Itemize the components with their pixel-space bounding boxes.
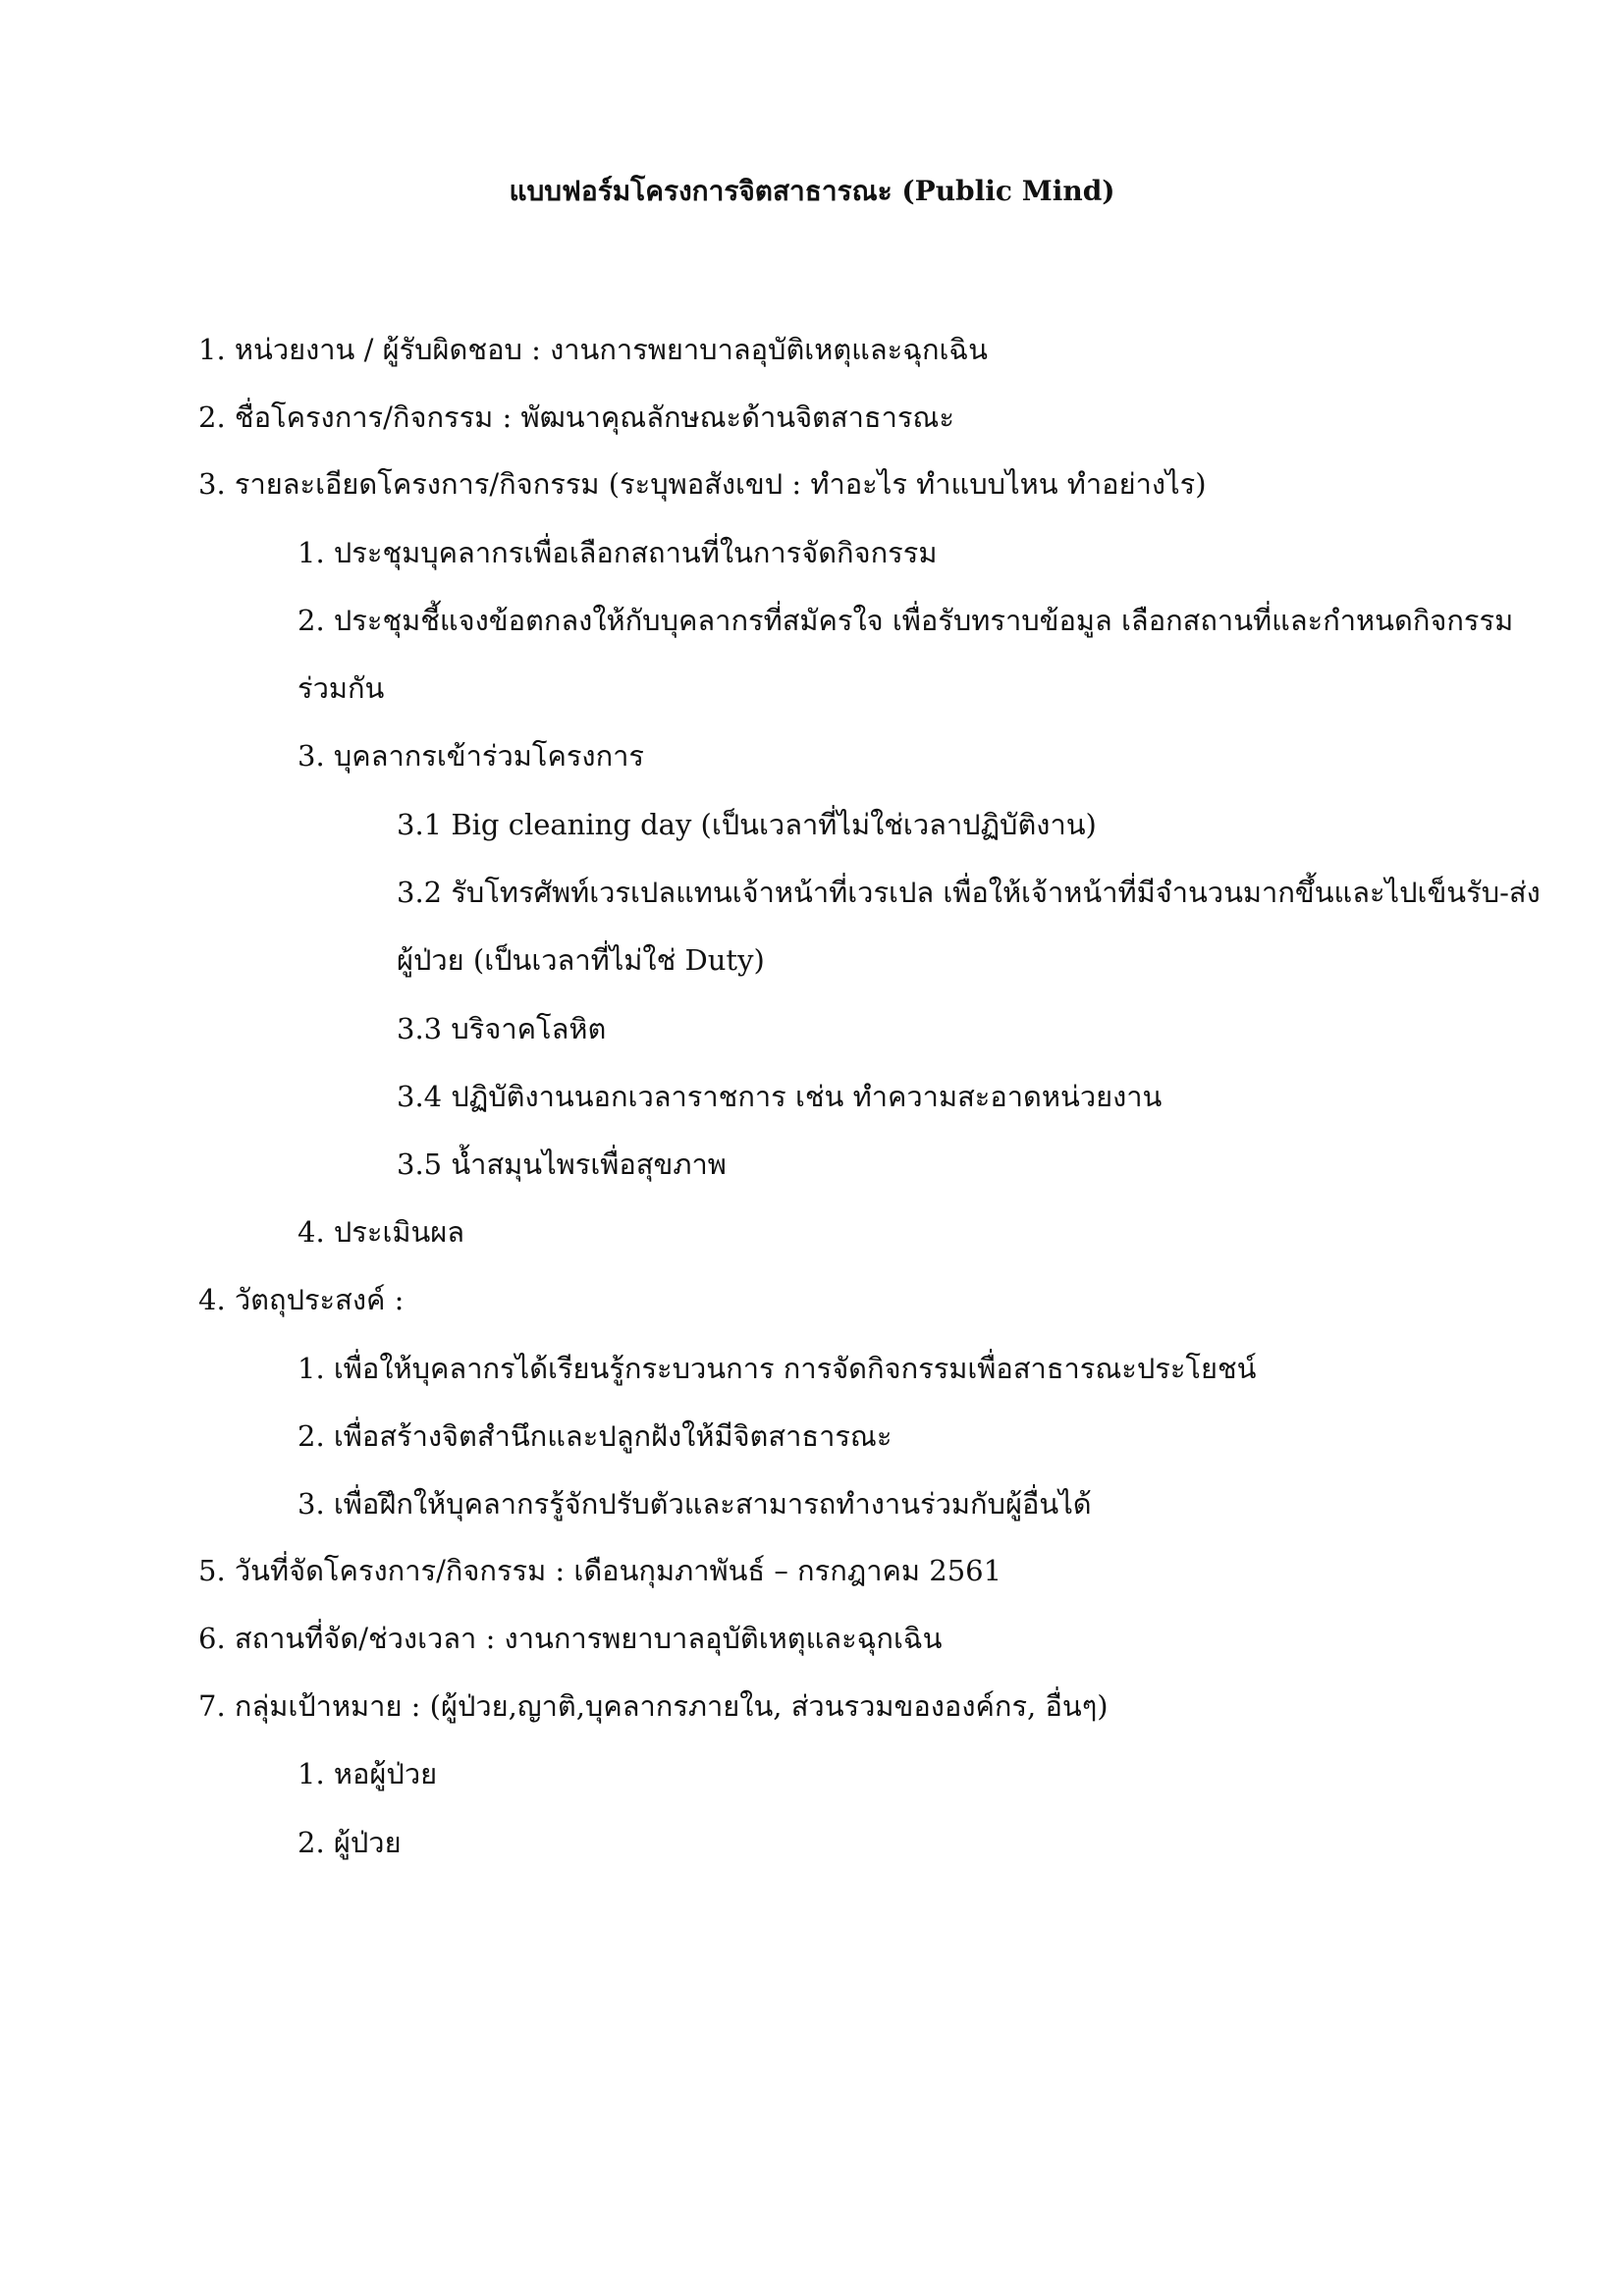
- detail-subitem-3-3: 3.3 บริจาคโลหิต: [397, 1012, 607, 1045]
- detail-subitem-3-2-continued: ผู้ป่วย (เป็นเวลาที่ไม่ใช่ Duty): [397, 943, 765, 977]
- objective-item-2: 2. เพื่อสร้างจิตสำนึกและปลูกฝังให้มีจิตสาธารณะ: [298, 1419, 893, 1453]
- document-title: แบบฟอร์มโครงการจิตสาธารณะ (Public Mind): [509, 175, 1115, 207]
- detail-item-1: 1. ประชุมบุคลากรเพื่อเลือกสถานที่ในการจัดกิจกรรม: [298, 536, 938, 569]
- detail-subitem-3-1: 3.1 Big cleaning day (เป็นเวลาที่ไม่ใช่เวลาปฏิบัติงาน): [397, 808, 1097, 841]
- detail-item-3: 3. บุคลากรเข้าร่วมโครงการ: [298, 739, 645, 773]
- detail-subitem-3-2: 3.2 รับโทรศัพท์เวรเปลแทนเจ้าหน้าที่เวรเปล เพื่อให้เจ้าหน้าที่มีจำนวนมากขึ้นและไปเข็นรับ-ส่ง: [397, 876, 1541, 909]
- objective-item-1: 1. เพื่อให้บุคลากรได้เรียนรู้กระบวนการ การจัดกิจกรรมเพื่อสาธารณะประโยชน์: [298, 1352, 1257, 1385]
- detail-subitem-3-4: 3.4 ปฏิบัติงานนอกเวลาราชการ เช่น ทำความสะอาดหน่วยงาน: [397, 1080, 1163, 1113]
- section-3-project-details: 3. รายละเอียดโครงการ/กิจกรรม (ระบุพอสังเขป : ทำอะไร ทำแบบไหน ทำอย่างไร): [198, 467, 1207, 501]
- section-2-project-name: 2. ชื่อโครงการ/กิจกรรม : พัฒนาคุณลักษณะด้านจิตสาธารณะ: [198, 400, 954, 434]
- objective-item-3: 3. เพื่อฝึกให้บุคลากรรู้จักปรับตัวและสามารถทำงานร่วมกับผู้อื่นได้: [298, 1487, 1092, 1521]
- target-item-1: 1. หอผู้ป่วย: [298, 1757, 438, 1790]
- target-item-2: 2. ผู้ป่วย: [298, 1826, 402, 1859]
- section-4-objectives: 4. วัตถุประสงค์ :: [198, 1283, 405, 1316]
- detail-subitem-3-5: 3.5 น้ำสมุนไพรเพื่อสุขภาพ: [397, 1148, 727, 1181]
- section-7-target-group: 7. กลุ่มเป้าหมาย : (ผู้ป่วย,ญาติ,บุคลากรภายใน, ส่วนรวมขององค์กร, อื่นๆ): [198, 1689, 1109, 1723]
- section-1-responsible-unit: 1. หน่วยงาน / ผู้รับผิดชอบ : งานการพยาบาลอุบัติเหตุและฉุกเฉิน: [198, 333, 988, 366]
- section-5-date: 5. วันที่จัดโครงการ/กิจกรรม : เดือนกุมภาพันธ์ – กรกฎาคม 2561: [198, 1554, 1002, 1587]
- detail-item-2: 2. ประชุมชี้แจงข้อตกลงให้กับบุคลากรที่สมัครใจ เพื่อรับทราบข้อมูล เลือกสถานที่และกำหนดกิจกรรม: [298, 604, 1514, 637]
- detail-item-2-continued: ร่วมกัน: [298, 671, 385, 705]
- section-6-location: 6. สถานที่จัด/ช่วงเวลา : งานการพยาบาลอุบัติเหตุและฉุกเฉิน: [198, 1622, 943, 1655]
- detail-item-4: 4. ประเมินผล: [298, 1215, 465, 1249]
